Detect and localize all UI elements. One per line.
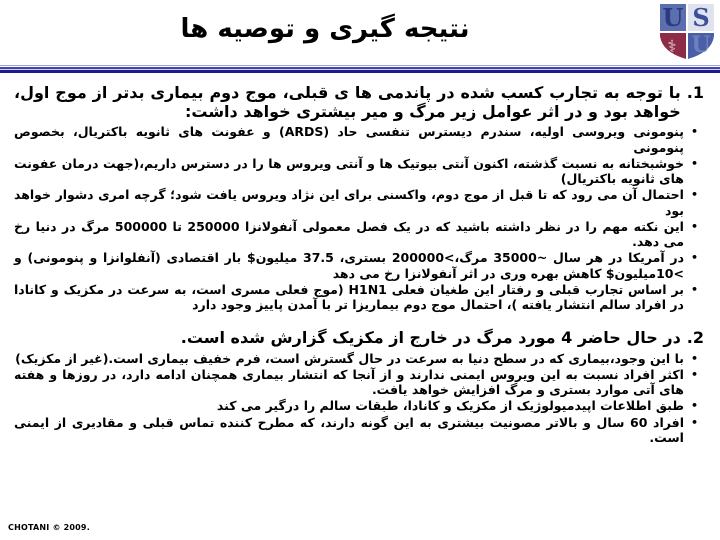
bullet-item (14, 367, 698, 398)
copyright: CHOTANI © 2009. (8, 523, 90, 532)
bullet-item (14, 124, 698, 155)
bullet-text: خوشبختانه به نسبت گذشته، اکنون آنتی بیوتیک ها و آنتی ویروس ها را در دسترس داریم،(جهت درمان عفونت های ثانویه باکتریال) (14, 155, 684, 187)
bullet-item (14, 156, 698, 187)
bullet-text: این نکته مهم را در نظر داشته باشید که در یک فصل معمولی آنفولانزا 250000 تا 500000 مرگ در دنیا رخ می دهد. (14, 218, 684, 250)
usu-shield-logo (658, 2, 716, 62)
bullet-item (14, 219, 698, 250)
bullet-marker-icon: • (690, 188, 698, 202)
bullet-item (14, 187, 698, 218)
bullet-item (14, 398, 698, 413)
section-number: 1. (686, 83, 704, 102)
bullet-marker-icon: • (690, 399, 698, 413)
logo-letter-u1: U (662, 3, 684, 32)
bullet-marker-icon: • (690, 415, 698, 429)
bullet-marker-icon: • (690, 156, 698, 170)
page-title: نتیجه گیری و توصیه ها (180, 14, 470, 44)
logo-letter-u2: U (691, 32, 711, 58)
section-heading (14, 328, 704, 347)
bullet-item (14, 250, 698, 281)
bullet-text: پنومونی ویروسی اولیه، سندرم دیسترس تنفسی حاد (ARDS) و عفونت های ثانویه باکتریال، بخصوص پنومونی (14, 124, 684, 155)
bullet-text: احتمال آن می رود که تا قبل از موج دوم، واکسنی برای این نژاد ویروس یافت شود؛ گرچه امری دشوار خواهد بود (14, 187, 684, 218)
bullet-text: طبق اطلاعات اپیدمیولوژیک از مکزیک و کانادا، طبقات سالم را درگیر می کند (216, 398, 684, 414)
slide-body (0, 73, 720, 445)
bullet-text: بر اساس تجارب قبلی و رفتار این طغیان فعلی H1N1 (موج فعلی مسری است، به سرعت در مکزیک و کانادا در افراد سالم انتشار یافته )، احتمال موج دوم بیماریزا تر با آمدن پاییز وجود دارد (14, 281, 684, 313)
bullet-item (14, 415, 698, 446)
section-number: 2. (686, 328, 704, 348)
section (14, 83, 704, 312)
bullet-marker-icon: • (690, 219, 698, 233)
caduceus-icon: ⚕ (667, 37, 677, 57)
logo-letter-s: S (692, 3, 710, 32)
bullet-list (14, 124, 704, 312)
section-heading-text: با توجه به تجارب کسب شده در پاندمی ها ی قبلی، موج دوم بیماری بدتر از موج اول، خواهد بود و در اثر عوامل زیر مرگ و میر بیشتری خواهد داشت: (14, 83, 681, 122)
bullet-list (14, 351, 704, 446)
bullet-marker-icon: • (690, 251, 698, 265)
bullet-text: با این وجود،بیماری که در سطح دنیا به سرعت در حال گسترش است، فرم خفیف بیماری است.(غیر از مکزیک) (15, 350, 684, 366)
bullet-marker-icon: • (690, 125, 698, 139)
bullet-text: اکثر افراد نسبت به این ویروس ایمنی ندارند و از آنجا که انتشار بیماری همچنان ادامه دارد، در روزها و هفته های آتی موارد بستری و مرگ افزایش خواهد یافت. (14, 366, 684, 398)
section (14, 328, 704, 445)
bullet-text: افراد 60 سال و بالاتر مصونیت بیشتری به این گونه دارند، که مطرح کننده تماس قبلی و مقادیری از ایمنی است. (14, 414, 684, 446)
bullet-item (14, 282, 698, 313)
bullet-item (14, 351, 698, 366)
section-heading-text: در حال حاضر 4 مورد مرگ در خارج از مکزیک گزارش شده است. (180, 328, 681, 348)
title-separator (0, 64, 720, 73)
bullet-marker-icon: • (690, 282, 698, 296)
slide-header (0, 0, 720, 64)
bullet-marker-icon: • (690, 351, 698, 365)
bullet-text: در آمریکا در هر سال ~35000 مرگ،>200000 بستری، 37.5 میلیون$ بار اقتصادی (آنفلوانزا و پنومونی) و >10میلیون$ کاهش بهره وری در اثر آنفولانزا رخ می دهد (14, 250, 684, 281)
section-heading (14, 83, 704, 121)
bullet-marker-icon: • (690, 367, 698, 381)
